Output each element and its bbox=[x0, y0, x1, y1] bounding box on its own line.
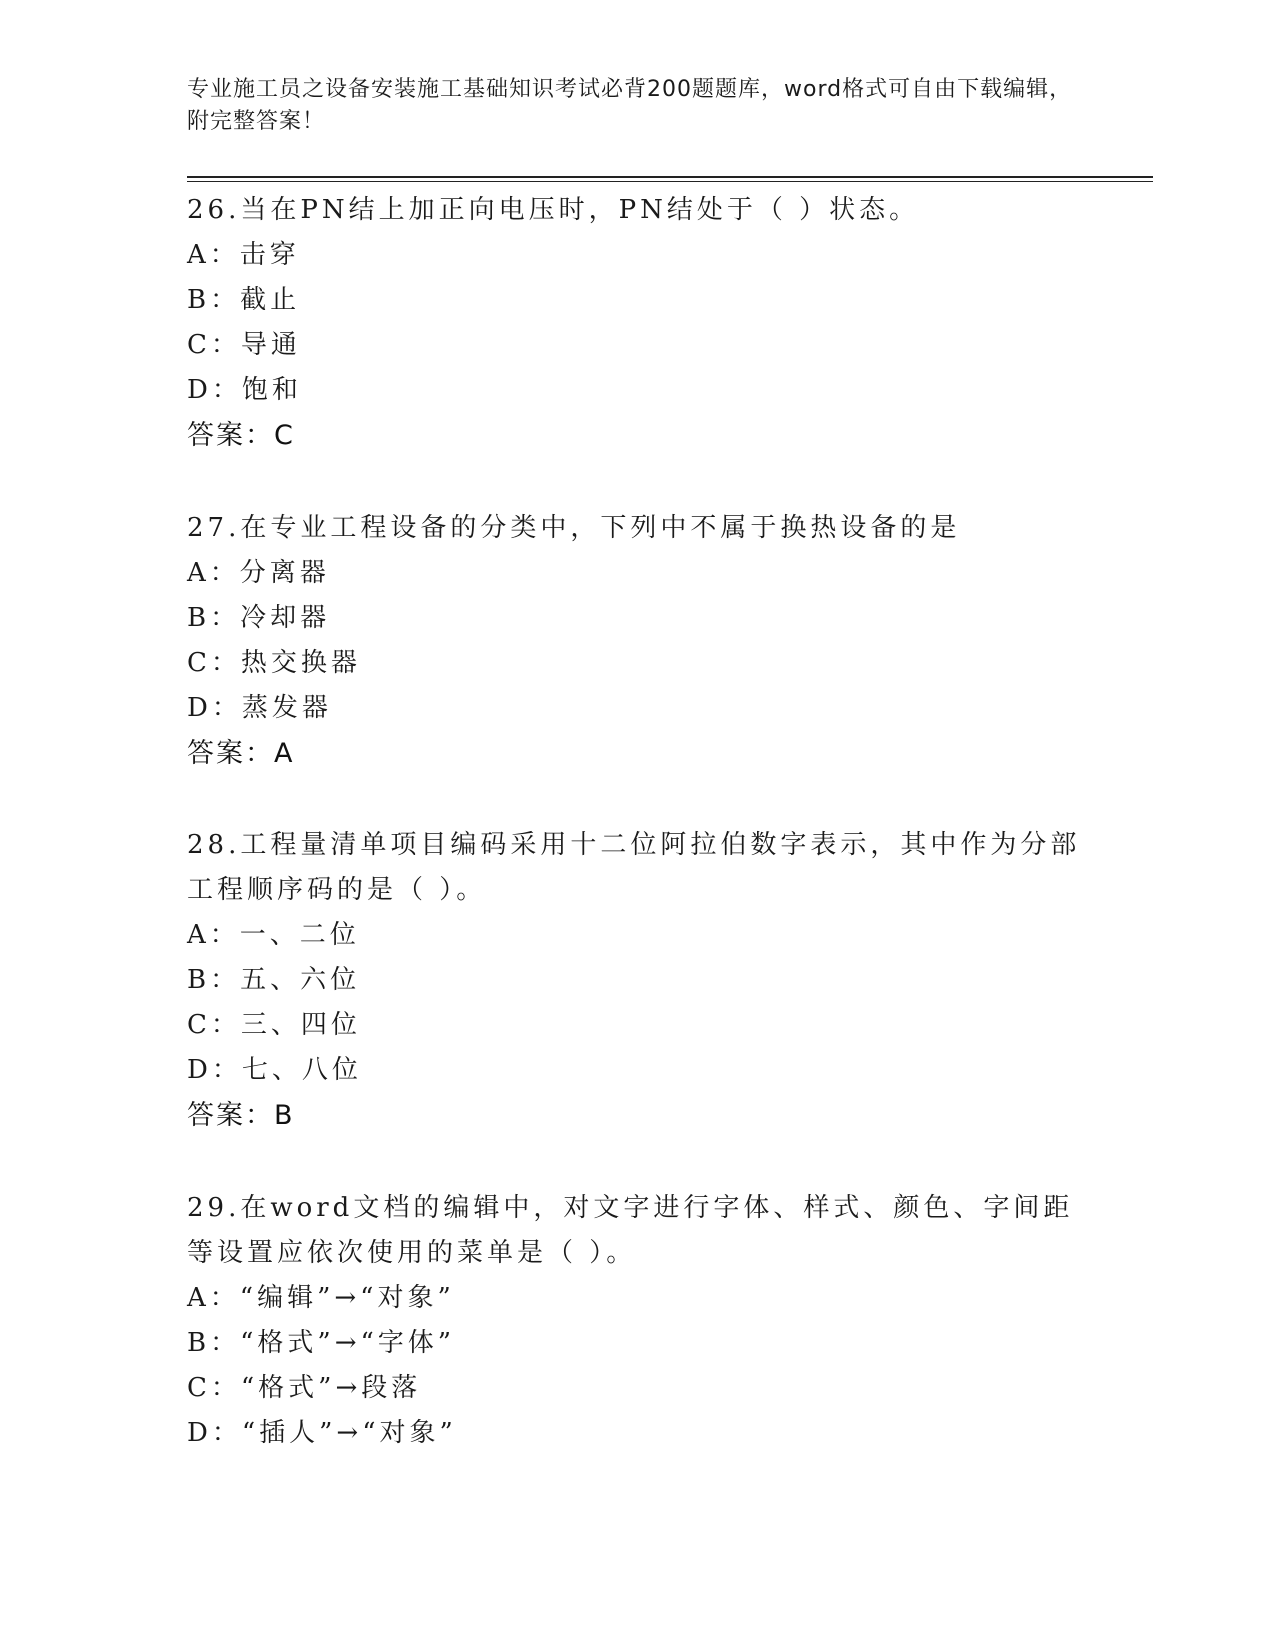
option-d: D：蒸发器 bbox=[187, 693, 332, 723]
option-b: B：冷却器 bbox=[187, 603, 331, 633]
option-c: C：三、四位 bbox=[187, 1010, 361, 1040]
document-header: 专业施工员之设备安装施工基础知识考试必背200题题库，word格式可自由下载编辑，附完整答案！ bbox=[187, 77, 1073, 134]
question-28 bbox=[187, 823, 1087, 1139]
option-a: A：分离器 bbox=[187, 558, 330, 588]
answer-label: 答案：C bbox=[187, 420, 295, 451]
question-26 bbox=[187, 188, 1087, 459]
question-stem: 27.在专业工程设备的分类中，下列中不属于换热设备的是 bbox=[187, 513, 961, 543]
question-stem: 28.工程量清单项目编码采用十二位阿拉伯数字表示，其中作为分部工程顺序码的是（ ）。 bbox=[187, 830, 1081, 905]
question-27 bbox=[187, 506, 1087, 777]
option-a: A：一、二位 bbox=[187, 920, 360, 950]
option-a: A：“编辑”→“对象” bbox=[187, 1283, 455, 1313]
question-29 bbox=[187, 1186, 1087, 1456]
option-d: D：饱和 bbox=[187, 375, 302, 405]
option-b: B：五、六位 bbox=[187, 965, 361, 995]
header-divider-thin bbox=[187, 181, 1153, 182]
answer-label: 答案：A bbox=[187, 738, 295, 769]
header-divider-thick bbox=[187, 176, 1153, 178]
option-b: B：截止 bbox=[187, 285, 301, 315]
option-c: C：“格式”→段落 bbox=[187, 1373, 422, 1403]
option-d: D：“插人”→“对象” bbox=[187, 1418, 457, 1448]
option-b: B：“格式”→“字体” bbox=[187, 1328, 456, 1358]
answer-label: 答案：B bbox=[187, 1100, 295, 1131]
option-d: D：七、八位 bbox=[187, 1055, 362, 1085]
option-c: C：热交换器 bbox=[187, 648, 361, 678]
question-stem: 26.当在PN结上加正向电压时，PN结处于（ ）状态。 bbox=[187, 195, 920, 225]
option-c: C：导通 bbox=[187, 330, 301, 360]
question-stem: 29.在word文档的编辑中，对文字进行字体、样式、颜色、字间距等设置应依次使用的菜单是（ ）。 bbox=[187, 1193, 1074, 1268]
option-a: A：击穿 bbox=[187, 240, 300, 270]
